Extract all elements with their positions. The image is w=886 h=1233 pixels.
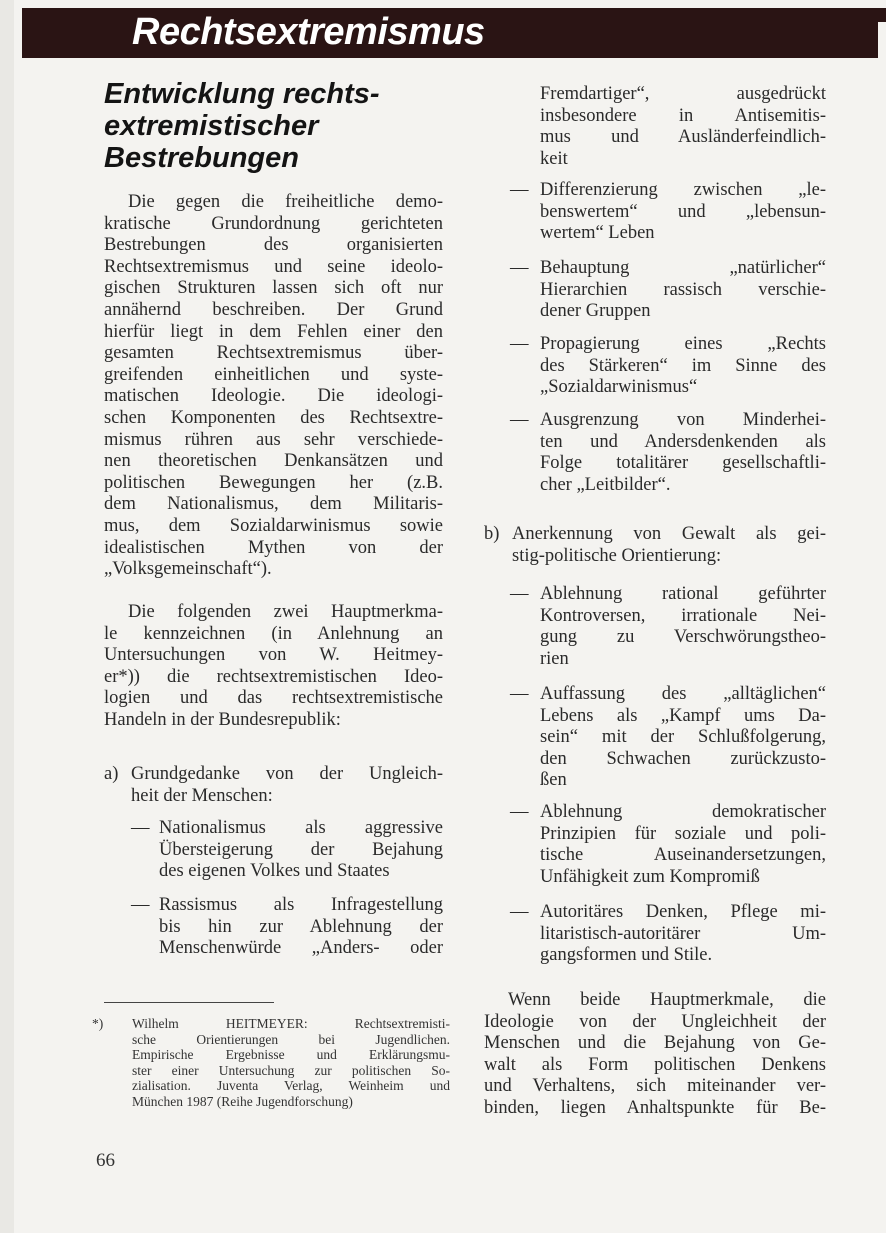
text-line: wertem“ Leben — [540, 223, 655, 244]
list-item-kampf-ums-dasein — [540, 684, 826, 792]
text-line: mus und Ausländerfeindlich- — [540, 127, 826, 148]
page-edge — [0, 0, 14, 1233]
text-line: sein“ mit der Schlußfolgerung, — [540, 727, 826, 748]
section-heading — [104, 78, 464, 174]
text-line: Menschenwürde „Anders- oder — [159, 938, 443, 959]
text-line: tische Auseinandersetzungen, — [540, 845, 826, 866]
dash-marker: — — [510, 180, 529, 200]
text-line: Wenn beide Hauptmerkmale, die — [508, 990, 826, 1010]
text-line: Anerkennung von Gewalt als gei- — [512, 524, 826, 544]
text-line: litaristisch-autoritärer Um- — [540, 923, 826, 944]
text-line: des eigenen Volkes und Staates — [159, 861, 390, 882]
section-heading-line: extremistischer — [104, 110, 319, 142]
text-line: matischen Ideologie. Die ideologi- — [104, 386, 443, 407]
text-line: insbesondere in Antisemitis- — [540, 105, 826, 126]
text-line: dem Nationalismus, dem Militaris- — [104, 494, 443, 515]
text-line: Ideologie von der Ungleichheit der — [484, 1011, 826, 1032]
text-line: rien — [540, 648, 569, 669]
text-line: gesamten Rechtsextremismus über- — [104, 343, 443, 364]
text-line: heit der Menschen: — [131, 785, 273, 806]
header-notch — [878, 22, 886, 58]
list-item-autoritaeres-denken — [540, 902, 826, 967]
text-line: gung zu Verschwörungstheo- — [540, 627, 826, 648]
text-line: Folge totalitärer gesellschaftli- — [540, 453, 826, 474]
text-line: den Schwachen zurückzusto- — [540, 748, 826, 769]
point-b-text — [512, 524, 826, 567]
text-line: Fremdartiger“, ausgedrückt — [540, 84, 826, 104]
text-line: politischen Bewegungen her (z.B. — [104, 472, 443, 493]
text-line: Auffassung des „alltäglichen“ — [540, 684, 826, 704]
text-line: des Stärkeren“ im Sinne des — [540, 355, 826, 376]
text-line: Grundgedanke von der Ungleich- — [131, 764, 443, 784]
text-line: Ausgrenzung von Minderhei- — [540, 410, 826, 430]
text-line: Differenzierung zwischen „le- — [540, 180, 826, 200]
list-item-rassismus — [159, 895, 443, 960]
footnote-line: München 1987 (Reihe Jugendforschung) — [132, 1093, 353, 1109]
page-header-title: Rechtsextremismus — [132, 11, 485, 53]
text-line: Prinzipien für soziale und poli- — [540, 823, 826, 844]
text-line: gischen Strukturen lassen sich oft nur — [104, 278, 443, 299]
dash-marker: — — [131, 818, 150, 838]
text-line: Unfähigkeit zum Kompromiß — [540, 866, 760, 887]
footnote-line: zialisation. Juventa Verlag, Weinheim und — [132, 1078, 450, 1094]
text-line: Bestrebungen des organisierten — [104, 235, 443, 256]
footnote — [92, 1016, 450, 1110]
text-line: dener Gruppen — [540, 301, 651, 322]
list-item-demokratische-prinzipien — [540, 802, 826, 888]
dash-marker: — — [510, 802, 529, 822]
text-line: le kennzeichnen (in Anlehnung an — [104, 623, 443, 644]
text-line: mus, dem Sozialdarwinismus sowie — [104, 515, 443, 536]
point-a-marker: a) — [104, 764, 119, 784]
text-line: er*)) die rechtsextremistischen Ideo- — [104, 666, 443, 687]
text-line: hierfür liegt in dem Fehlen einer den — [104, 321, 443, 342]
text-line: ßen — [540, 770, 567, 791]
text-line: kratische Grundordnung gerichteten — [104, 213, 443, 234]
text-line: Rassismus als Infragestellung — [159, 895, 443, 915]
intro-paragraph — [104, 192, 443, 581]
point-a-text — [131, 764, 443, 807]
footnote-marker: *) — [92, 1016, 104, 1031]
text-line: binden, liegen Anhaltspunkte für Be- — [484, 1097, 826, 1118]
text-line: Nationalismus als aggressive — [159, 818, 443, 838]
text-line: Die folgenden zwei Hauptmerkma- — [128, 602, 443, 622]
section-heading-line: Bestrebungen — [104, 142, 299, 174]
text-line: schen Komponenten des Rechtsextre- — [104, 407, 443, 428]
dash-marker: — — [510, 584, 529, 604]
text-line: „Sozialdarwinismus“ — [540, 377, 698, 398]
dash-marker: — — [510, 334, 529, 354]
text-line: logien und das rechtsextremistische — [104, 688, 443, 709]
text-line: mismus rühren aus sehr verschiede- — [104, 429, 443, 450]
closing-paragraph — [484, 990, 826, 1120]
text-line: benswertem“ und „lebensun- — [540, 201, 826, 222]
text-line: Handeln in der Bundesrepublik: — [104, 709, 341, 730]
footnote-line: sche Orientierungen bei Jugendlichen. — [132, 1031, 450, 1047]
text-line: Kontroversen, irrationale Nei- — [540, 605, 826, 626]
text-line: Menschen und die Bejahung von Ge- — [484, 1033, 826, 1054]
text-line: Übersteigerung der Bejahung — [159, 839, 443, 860]
text-line: ten und Andersdenkenden als — [540, 431, 826, 452]
list-item-kontroversen — [540, 584, 826, 670]
text-line: stig-politische Orientierung: — [512, 545, 722, 566]
text-line: Rechtsextremismus und seine ideolo- — [104, 256, 443, 277]
list-item-hierarchien — [540, 258, 826, 323]
text-line: und Verhaltens, sich miteinander ver- — [484, 1076, 826, 1097]
dash-marker: — — [131, 895, 150, 915]
dash-marker: — — [510, 684, 529, 704]
text-line: cher „Leitbilder“. — [540, 474, 671, 495]
text-line: idealistischen Mythen von der — [104, 537, 443, 558]
text-line: Untersuchungen von W. Heitmey- — [104, 645, 443, 666]
footnote-line: Empirische Ergebnisse und Erklärungsmu- — [132, 1047, 450, 1063]
list-item-rassismus-continued — [540, 84, 826, 170]
text-line: Ablehnung rational geführter — [540, 584, 826, 604]
text-line: Lebens als „Kampf ums Da- — [540, 705, 826, 726]
text-line: bis hin zur Ablehnung der — [159, 916, 443, 937]
text-line: Die gegen die freiheitliche demo- — [128, 192, 443, 212]
text-line: „Volksgemeinschaft“). — [104, 559, 272, 580]
dash-marker: — — [510, 410, 529, 430]
dash-marker: — — [510, 258, 529, 278]
text-line: Ablehnung demokratischer — [540, 802, 826, 822]
text-line: Autoritäres Denken, Pflege mi- — [540, 902, 826, 922]
page-number: 66 — [96, 1150, 115, 1171]
text-line: nen theoretischen Denkansätzen und — [104, 451, 443, 472]
text-line: walt als Form politischen Denkens — [484, 1054, 826, 1075]
list-item-ausgrenzung — [540, 410, 826, 496]
text-line: keit — [540, 148, 568, 169]
list-item-differenzierung — [540, 180, 826, 245]
header-bar — [22, 8, 886, 58]
text-line: gangsformen und Stile. — [540, 945, 713, 966]
footnote-line: *) Wilhelm HEITMEYER: Rechtsextremisti- — [92, 1016, 450, 1031]
footnote-rule — [104, 1002, 274, 1003]
point-b-marker: b) — [484, 524, 500, 544]
text-line: Propagierung eines „Rechts — [540, 334, 826, 354]
footnote-line: ster einer Untersuchung zur politischen So- — [132, 1062, 450, 1078]
list-item-nationalismus — [159, 818, 443, 883]
list-item-sozialdarwinismus — [540, 334, 826, 399]
dash-marker: — — [510, 902, 529, 922]
section-heading-line: Entwicklung rechts- — [104, 78, 380, 110]
criteria-paragraph — [104, 602, 443, 732]
text-line: Behauptung „natürlicher“ — [540, 258, 826, 278]
text-line: greifenden einheitlichen und syste- — [104, 364, 443, 385]
text-line: Hierarchien rassisch verschie- — [540, 279, 826, 300]
text-line: annähernd beschreiben. Der Grund — [104, 299, 443, 320]
